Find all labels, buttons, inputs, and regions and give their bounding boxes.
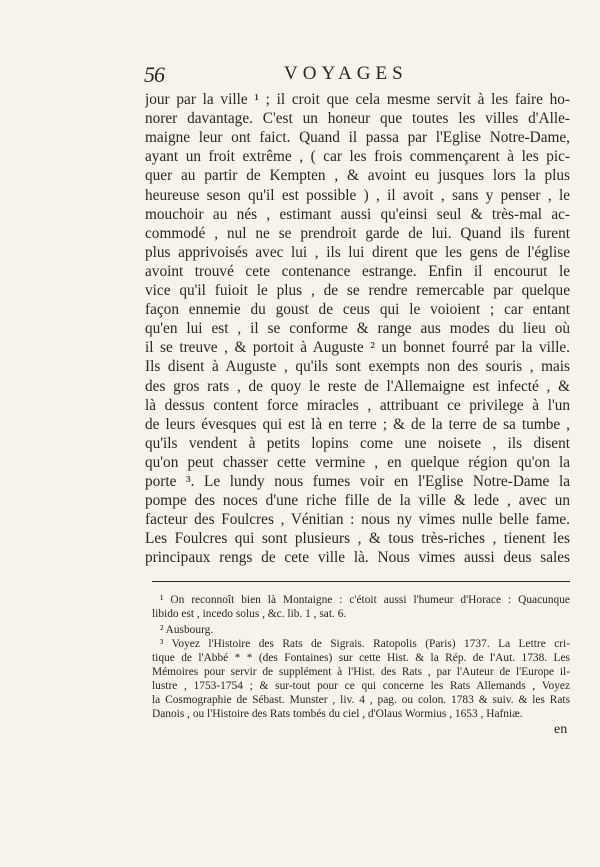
text-line: pompe des noces d'une riche fille de la ville & lede , avec un: [145, 492, 570, 510]
text-line: commodé , nul ne se prendroit garde de lui. Quand ils furent: [145, 224, 570, 242]
footnote-line: ² Ausbourg.: [160, 624, 214, 636]
text-line: heureuse seson qu'il est possible ) , il avoit , sans y penser , le: [145, 186, 570, 204]
footnote-line: la Cosmographie de Sébast. Munster , liv. 4 , pag. ou colon. 1783 & suiv. & les Rats: [152, 694, 570, 706]
page-number: 56: [144, 62, 164, 87]
footnote-line: ³ Voyez l'Histoire des Rats de Sigrais. Ratopolis (Paris) 1737. La Lettre cri-: [160, 638, 570, 650]
catchword: en: [554, 722, 568, 737]
text-line: plus apprivoisés avec lui , ils lui dirent que les gens de l'église: [145, 243, 570, 261]
text-line: là dessus content force miracles , attribuant ce privilege à l'un: [145, 396, 570, 414]
footnote-line: tique de l'Abbé * * (des Fontaines) sur cette Hist. & la Rép. de l'Aut. 1738. Les: [152, 652, 570, 664]
text-line: jour par la ville ¹ ; il croit que cela mesme servit à les faire ho-: [145, 91, 570, 108]
text-line: porte ³. Le lundy nous fumes voir en l'Eglise Notre-Dame la: [145, 473, 570, 490]
footnote-line: ¹ On reconnoît bien là Montaigne : c'étoit aussi l'humeur d'Horace : Quacunque: [160, 594, 570, 606]
footnote-rule: [152, 581, 570, 582]
text-line: ayant un froit extrême , ( car les frois commençarent à les pic-: [145, 148, 570, 166]
text-line: des gros rats , de quoy le reste de l'Allemaigne est infecté , &: [145, 377, 570, 395]
footnote-line: libido est , incedo solus , &c. lib. 1 , sat. 6.: [152, 608, 347, 620]
text-line: mouchoir au nés , estimant aussi qu'einsi seul & très-mal ac-: [145, 205, 570, 223]
text-line: principaux rengs de cete ville là. Nous vimes aussi deus sales: [145, 549, 570, 567]
text-line: quer au partir de Kempten , & avoint eu jusques lors la plus: [145, 167, 570, 185]
text-line: Ils disent à Auguste , qu'ils sont exempts non des souris , mais: [145, 358, 570, 376]
text-line: de leurs évesques qui est là en terre ; & de la terre de sa tumbe ,: [145, 415, 570, 433]
footnote-line: Danois , ou l'Histoire des Rats tombés du ciel , d'Olaus Wormius , 1653 , Hafniæ.: [152, 708, 523, 720]
text-line: qu'en lui est , il se conforme & range aus modes du lieu où: [145, 320, 570, 338]
footnote-line: Mémoires pour servir de supplément à l'Hist. des Rats , par l'Auteur de l'Europe il-: [152, 666, 570, 678]
text-line: maigne leur ont faict. Quand il passa par l'Eglise Notre-Dame,: [145, 129, 570, 147]
text-line: facteur des Foulcres , Vénitian : nous ny vimes nulle belle fame.: [145, 511, 570, 529]
text-line: qu'on peut chasser cette vermine , en quelque région qu'on la: [145, 453, 570, 471]
text-line: il se treuve , & portoit à Auguste ² un bonnet fourré par la ville.: [145, 339, 570, 357]
text-line: vice qu'il fuioit le plus , de se rendre remercable par quelque: [145, 282, 570, 299]
text-line: avoint trouvé cete contenance estrange. Enfin il encourut le: [145, 262, 570, 280]
footnote-line: lustre , 1753-1754 ; & sur-tout pour ce qui concerne les Rats Allemands , Voyez: [152, 680, 570, 692]
text-line: Les Foulcres qui sont plusieurs , & tous très-riches , tienent les: [145, 530, 570, 548]
text-line: norer davantage. C'est un honeur que toutes les villes d'Alle-: [145, 110, 570, 128]
text-line: façon ennemie du goust de ceus qui le voioient ; car entant: [145, 301, 570, 319]
running-title: VOYAGES: [284, 63, 408, 84]
text-line: qu'ils vendent à petits lopins come une noisete , ils disent: [145, 434, 570, 452]
